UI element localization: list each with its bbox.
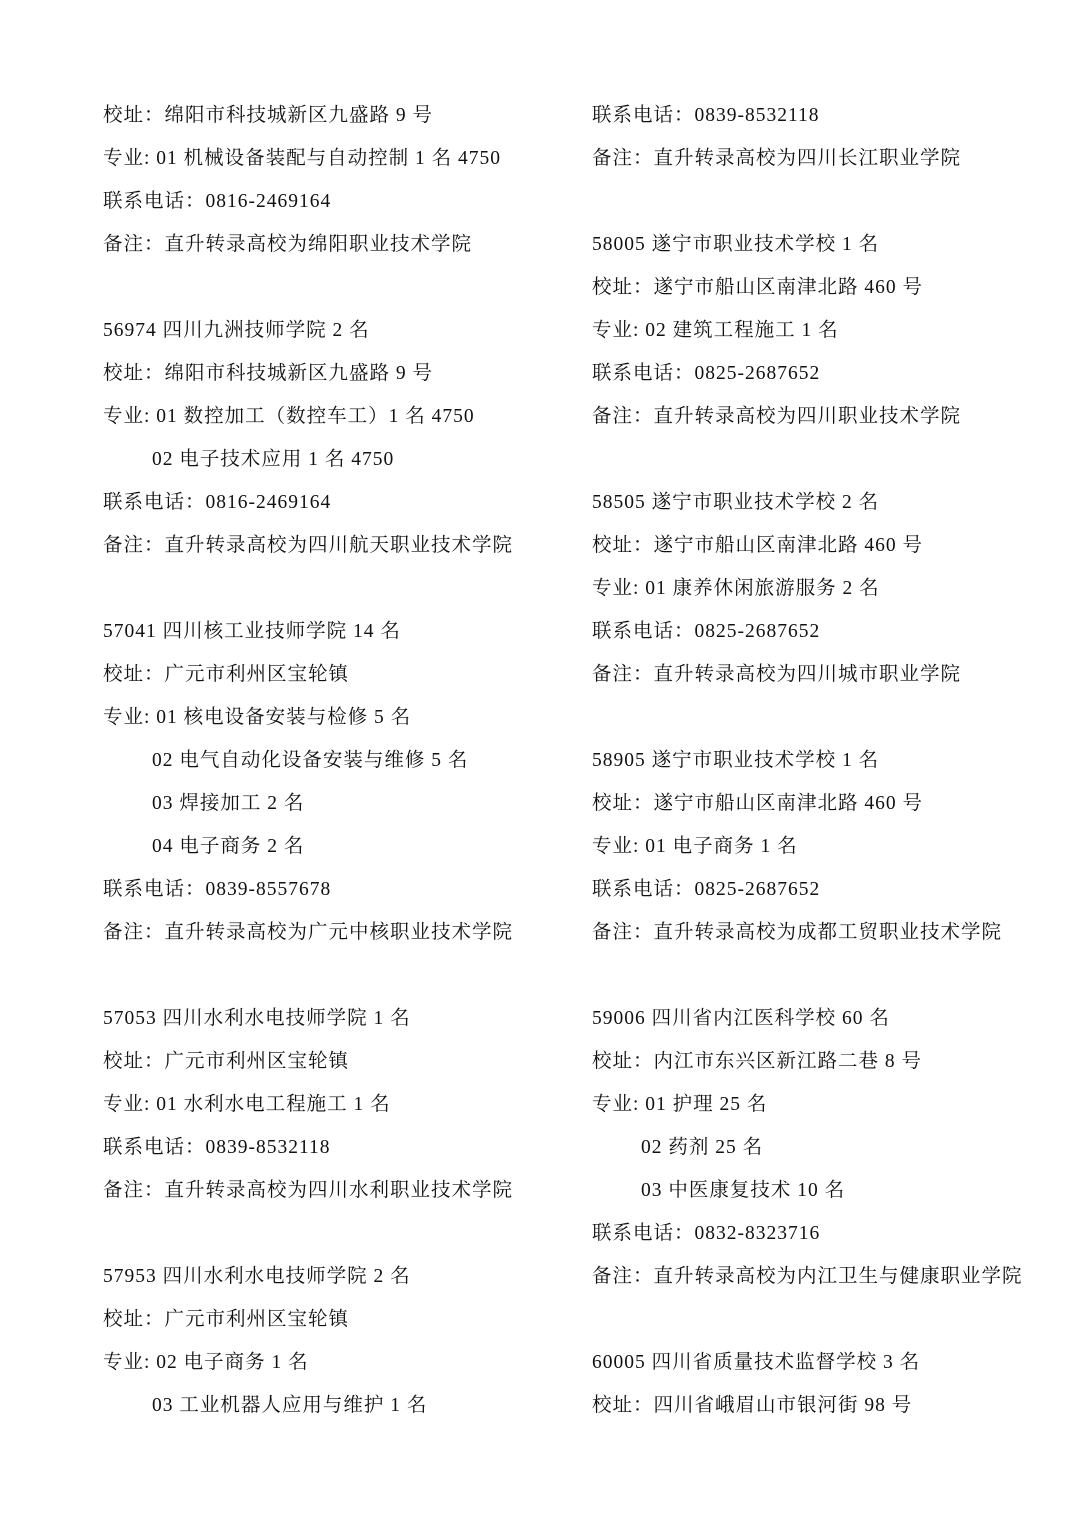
- school-block: [103, 309, 581, 567]
- major-list-start: 专业: 01 水利水电工程施工 1 名: [103, 1094, 391, 1115]
- school-title: 57053 四川水利水电技师学院 1 名: [103, 1008, 411, 1029]
- major-list-start: 专业: 01 康养休闲旅游服务 2 名: [592, 578, 880, 599]
- school-address: 校址：遂宁市船山区南津北路 460 号: [592, 277, 924, 298]
- school-block: [103, 997, 581, 1212]
- school-block: [592, 1341, 1070, 1427]
- school-address: 校址：绵阳市科技城新区九盛路 9 号: [103, 363, 434, 384]
- contact-phone: 联系电话：0816-2469164: [103, 191, 332, 212]
- remark: 备注：直升转录高校为成都工贸职业技术学院: [592, 922, 1003, 943]
- left-column: [103, 94, 581, 1470]
- school-title: 59006 四川省内江医科学校 60 名: [592, 1008, 890, 1029]
- school-address: 校址：内江市东兴区新江路二巷 8 号: [592, 1051, 923, 1072]
- remark: 备注：直升转录高校为四川职业技术学院: [592, 406, 962, 427]
- school-block: [103, 610, 581, 954]
- contact-phone: 联系电话：0825-2687652: [592, 621, 821, 642]
- remark: 备注：直升转录高校为四川城市职业学院: [592, 664, 962, 685]
- major-list-start: 专业: 01 数控加工（数控车工）1 名 4750: [103, 406, 475, 427]
- school-block: [592, 481, 1070, 696]
- remark: 备注：直升转录高校为绵阳职业技术学院: [103, 234, 473, 255]
- school-address: 校址：广元市利州区宝轮镇: [103, 664, 350, 685]
- major-list-start: 专业: 01 机械设备装配与自动控制 1 名 4750: [103, 148, 502, 169]
- remark: 备注：直升转录高校为广元中核职业技术学院: [103, 922, 514, 943]
- school-title: 57041 四川核工业技师学院 14 名: [103, 621, 401, 642]
- school-title: 60005 四川省质量技术监督学校 3 名: [592, 1352, 921, 1373]
- remark: 备注：直升转录高校为内江卫生与健康职业学院: [592, 1266, 1023, 1287]
- major-list-item: 03 工业机器人应用与维护 1 名: [152, 1395, 428, 1416]
- school-title: 58505 遂宁市职业技术学校 2 名: [592, 492, 880, 513]
- right-column: [592, 94, 1070, 1470]
- major-list-item: 02 电子技术应用 1 名 4750: [152, 449, 395, 470]
- major-list-start: 专业: 01 护理 25 名: [592, 1094, 768, 1115]
- school-title: 57953 四川水利水电技师学院 2 名: [103, 1266, 411, 1287]
- school-block: [592, 223, 1070, 438]
- major-list-start: 专业: 02 建筑工程施工 1 名: [592, 320, 839, 341]
- major-list-item: 03 焊接加工 2 名: [152, 793, 305, 814]
- school-address: 校址：遂宁市船山区南津北路 460 号: [592, 793, 924, 814]
- major-list-item: 03 中医康复技术 10 名: [641, 1180, 846, 1201]
- contact-phone: 联系电话：0839-8532118: [592, 105, 820, 126]
- remark: 备注：直升转录高校为四川航天职业技术学院: [103, 535, 514, 556]
- school-address: 校址：绵阳市科技城新区九盛路 9 号: [103, 105, 434, 126]
- contact-phone: 联系电话：0825-2687652: [592, 879, 821, 900]
- school-address: 校址：遂宁市船山区南津北路 460 号: [592, 535, 924, 556]
- major-list-item: 02 电气自动化设备安装与维修 5 名: [152, 750, 469, 771]
- contact-phone: 联系电话：0839-8532118: [103, 1137, 331, 1158]
- school-block: [592, 739, 1070, 954]
- contact-phone: 联系电话：0816-2469164: [103, 492, 332, 513]
- school-title: 58005 遂宁市职业技术学校 1 名: [592, 234, 880, 255]
- school-title: 58905 遂宁市职业技术学校 1 名: [592, 750, 880, 771]
- school-address: 校址：广元市利州区宝轮镇: [103, 1309, 350, 1330]
- school-block: [592, 997, 1070, 1298]
- school-title: 56974 四川九洲技师学院 2 名: [103, 320, 370, 341]
- school-address: 校址：广元市利州区宝轮镇: [103, 1051, 350, 1072]
- school-block: [592, 94, 1070, 180]
- school-block: [103, 1255, 581, 1427]
- remark: 备注：直升转录高校为四川水利职业技术学院: [103, 1180, 514, 1201]
- major-list-start: 专业: 02 电子商务 1 名: [103, 1352, 309, 1373]
- major-list-start: 专业: 01 电子商务 1 名: [592, 836, 798, 857]
- major-list-start: 专业: 01 核电设备安装与检修 5 名: [103, 707, 412, 728]
- school-address: 校址：四川省峨眉山市银河街 98 号: [592, 1395, 913, 1416]
- contact-phone: 联系电话：0839-8557678: [103, 879, 332, 900]
- major-list-item: 04 电子商务 2 名: [152, 836, 305, 857]
- major-list-item: 02 药剂 25 名: [641, 1137, 764, 1158]
- contact-phone: 联系电话：0825-2687652: [592, 363, 821, 384]
- remark: 备注：直升转录高校为四川长江职业学院: [592, 148, 962, 169]
- school-block: [103, 94, 581, 266]
- contact-phone: 联系电话：0832-8323716: [592, 1223, 821, 1244]
